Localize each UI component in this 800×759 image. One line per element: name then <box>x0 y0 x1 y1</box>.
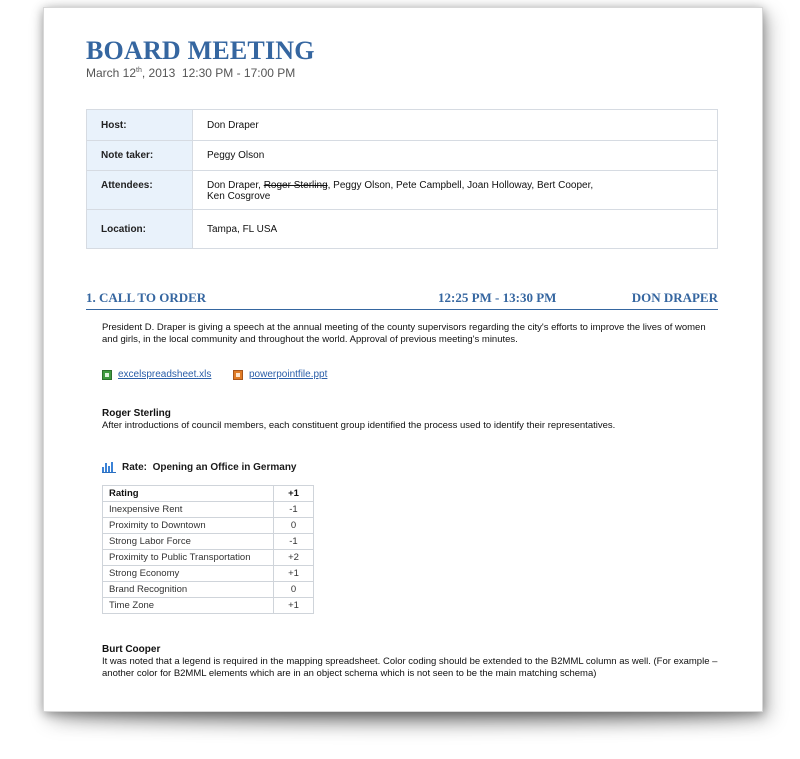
rating-score: 0 <box>274 518 314 534</box>
info-row-note-taker <box>87 141 718 171</box>
rating-header-label: Rating <box>103 486 274 502</box>
document-page <box>43 7 763 712</box>
rating-criterion: Inexpensive Rent <box>103 502 274 518</box>
rating-criterion: Time Zone <box>103 598 274 614</box>
rating-table-header <box>103 486 314 502</box>
meeting-date-time: March 12th, 2013 12:30 PM - 17:00 PM <box>86 66 296 80</box>
rate-subject: Opening an Office in Germany <box>152 461 297 473</box>
excel-file-link[interactable]: excelspreadsheet.xls <box>118 369 212 380</box>
powerpoint-file-icon <box>233 370 243 380</box>
note-taker-label: Note taker: <box>87 141 193 171</box>
attendees-label: Attendees: <box>87 171 193 210</box>
note-speaker-burt: Burt Cooper <box>102 644 161 655</box>
rating-score: -1 <box>274 502 314 518</box>
rating-criterion: Proximity to Downtown <box>103 518 274 534</box>
note-text-roger: After introductions of council members, each constituent group identified the process used to identify their representatives. <box>102 420 616 431</box>
rating-criterion: Strong Labor Force <box>103 534 274 550</box>
rating-table <box>102 485 314 614</box>
note-taker-value: Peggy Olson <box>193 141 718 171</box>
powerpoint-file-link[interactable]: powerpointfile.ppt <box>249 369 328 380</box>
rating-row <box>103 518 314 534</box>
info-row-location <box>87 210 718 249</box>
rating-score: 0 <box>274 582 314 598</box>
meeting-info-table <box>86 109 718 249</box>
location-label: Location: <box>87 210 193 249</box>
bar-chart-icon <box>102 461 116 473</box>
rating-criterion: Strong Economy <box>103 566 274 582</box>
meeting-title: BOARD MEETING <box>86 36 315 65</box>
rating-score: -1 <box>274 534 314 550</box>
section-header <box>86 289 718 310</box>
section-intro-text: President D. Draper is giving a speech at the annual meeting of the county supervisors regarding the city's efforts to improve the lives of women and girls, in the local community and throughout the world. Approval of previous meeting's minutes. <box>102 322 706 345</box>
rate-heading <box>102 461 297 473</box>
host-value: Don Draper <box>193 110 718 141</box>
attachment-powerpoint[interactable] <box>233 369 327 380</box>
rating-row <box>103 566 314 582</box>
note-text-burt: It was noted that a legend is required in the mapping spreadsheet. Color coding should be extended to the B2MML column as well. (For example – another color for B2MML elements which are in an object schema which is not seen to be the main matching schema) <box>102 656 718 679</box>
excel-file-icon <box>102 370 112 380</box>
section-time: 12:25 PM - 13:30 PM <box>438 290 557 305</box>
rate-label: Rate: <box>122 461 148 473</box>
rating-row <box>103 502 314 518</box>
struck-attendee: Roger Sterling <box>263 180 328 191</box>
rating-score: +1 <box>274 566 314 582</box>
rating-score: +2 <box>274 550 314 566</box>
rating-row <box>103 534 314 550</box>
section-presenter: DON DRAPER <box>631 290 718 305</box>
rating-row <box>103 598 314 614</box>
attachment-excel[interactable] <box>102 369 211 380</box>
section-title: 1. CALL TO ORDER <box>86 290 207 305</box>
info-row-attendees <box>87 171 718 210</box>
rating-row <box>103 550 314 566</box>
note-speaker-roger: Roger Sterling <box>102 408 171 419</box>
location-value: Tampa, FL USA <box>193 210 718 249</box>
attendees-value: Don Draper, Roger Sterling, Peggy Olson, Pete Campbell, Joan Holloway, Bert Cooper, Ken Cosgrove <box>193 171 718 210</box>
rating-header-total: +1 <box>274 486 314 502</box>
rating-row <box>103 582 314 598</box>
info-row-host <box>87 110 718 141</box>
host-label: Host: <box>87 110 193 141</box>
rating-criterion: Brand Recognition <box>103 582 274 598</box>
rating-score: +1 <box>274 598 314 614</box>
rating-criterion: Proximity to Public Transportation <box>103 550 274 566</box>
